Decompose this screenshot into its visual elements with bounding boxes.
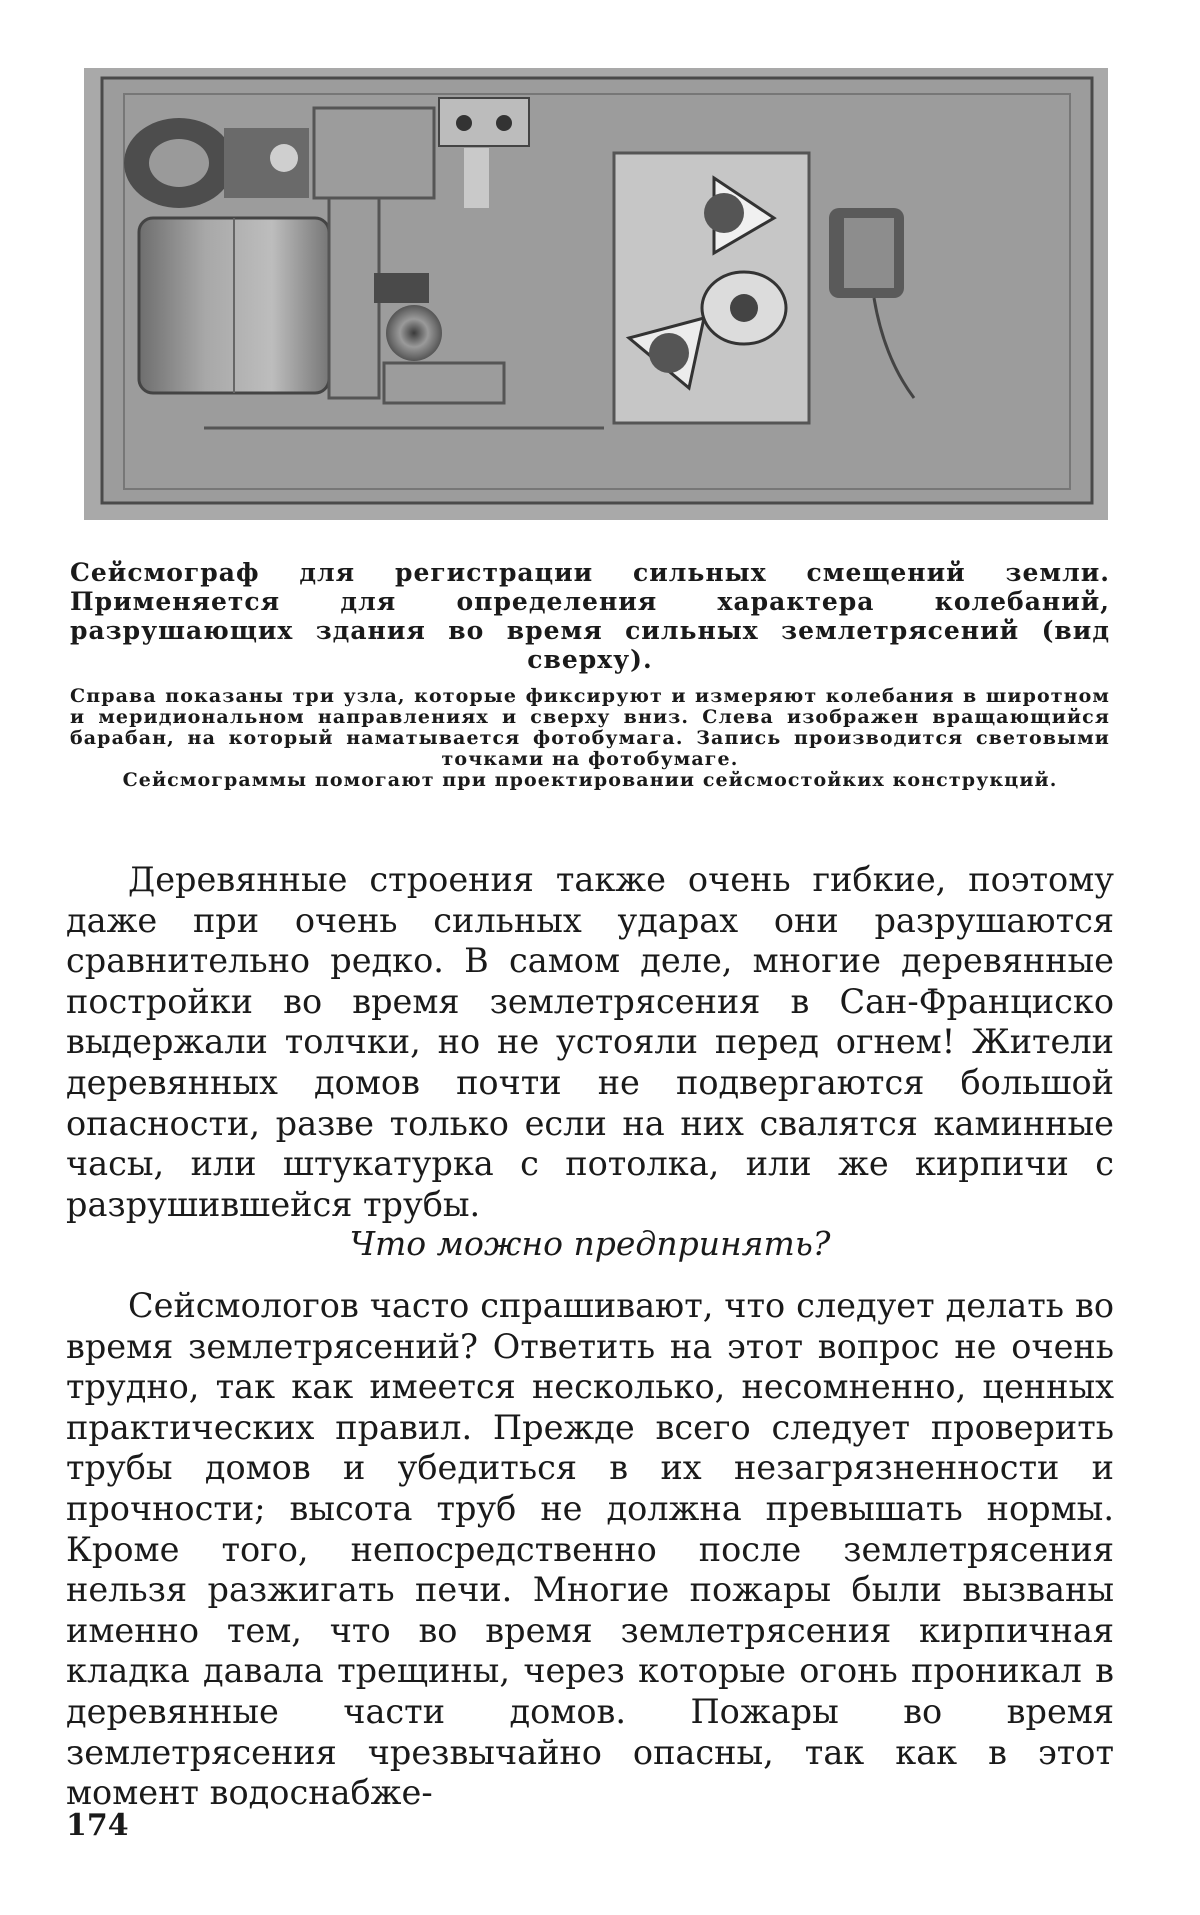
- body-paragraph-1: Деревянные строения также очень гибкие, поэтому даже при очень сильных ударах они разрушаются сравнительно редко. В самом деле, многие деревянные постройки во время землетрясения в Сан-Франциско выдержали толчки, но не устояли перед огнем! Жители деревянных домов почти не подвергаются большой опасности, разве только если на них свалятся каминные часы, или штукатурка с потолка, или же кирпичи с разрушившейся трубы.: [66, 860, 1114, 1224]
- caption-main: Сейсмограф для регистрации сильных смещений земли. Применяется для определения характера колебаний, разрушающих здания во время сильных землетрясений (вид сверху).: [70, 558, 1110, 674]
- seismograph-photo: [84, 68, 1108, 520]
- page-number: 174: [66, 1808, 129, 1843]
- caption-note: Сейсмограммы помогают при проектировании сейсмостойких конструкций.: [122, 769, 1058, 791]
- body-paragraph-2: Сейсмологов часто спрашивают, что следует делать во время землетрясений? Ответить на этот вопрос не очень трудно, так как имеется несколько, несомненно, ценных практических правил. Прежде всего следует проверить трубы домов и убедиться в их незагрязненности и прочности; высота труб не должна превышать нормы. Кроме того, непосредственно после землетрясения нельзя разжигать печи. Многие пожары были вызваны именно тем, что во время землетрясения кирпичная кладка давала трещины, через которые огонь проникал в деревянные части домов. Пожары во время землетрясения чрезвычайно опасны, так как в этот момент водоснабже-: [66, 1286, 1114, 1813]
- caption-detail: Справа показаны три узла, которые фиксируют и измеряют колебания в широтном и меридиональном направлениях и сверху вниз. Слева изображен вращающийся барабан, на который наматывается фотобумага. Запись производится световыми точками на фотобумаге.: [70, 685, 1110, 770]
- section-heading: Что можно предпринять?: [349, 1224, 831, 1263]
- figure-caption: [70, 558, 1110, 791]
